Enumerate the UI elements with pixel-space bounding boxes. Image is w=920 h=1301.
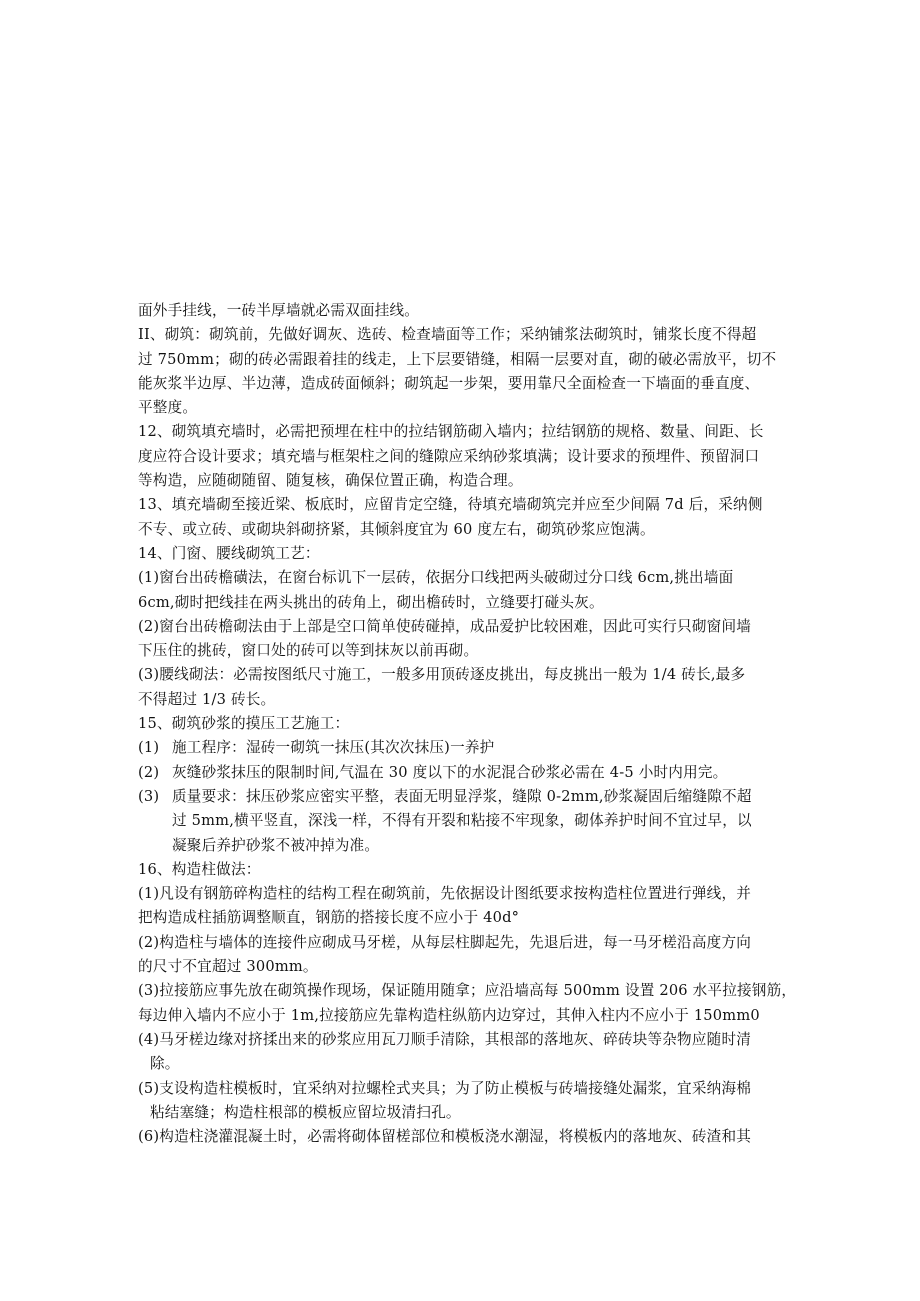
text-line: 粘结塞缝；构造柱根部的模板应留垃圾清扫孔。 (150, 1103, 461, 1121)
text-line: (2)窗台出砖檐砌法由于上部是空口简单使砖碰掉，成品爱护比较困难，因此可实行只砌窗间墙 (138, 617, 752, 635)
text-line: (3)拉接筋应事先放在砌筑操作现场，保证随用随拿；应沿墙高每 500mm 设置 206 水平拉接钢筋， (138, 982, 797, 1000)
text-line: (3)腰线砌法：必需按图纸尺寸施工，一般多用顶砖逐皮挑出，每皮挑出一般为 1/4 砖长,最多 (138, 666, 746, 684)
text-line: 等构造，应随砌随留、随复核，确保位置正确，构造合理。 (138, 472, 523, 490)
text-line: (1)凡设有钢筋碎构造柱的结构工程在砌筑前，先依据设计图纸要求按构造柱位置进行弹线，并 (138, 885, 752, 903)
step-text: 施工程序：湿砖一砌筑一抹压(其次次抹压)一养护 (172, 739, 495, 757)
text-line: 12、砌筑填充墙时，必需把预埋在柱中的拉结钢筋砌入墙内；拉结钢筋的规格、数量、间距、长 (138, 423, 764, 441)
text-line: 面外手挂线，一砖半厚墙就必需双面挂线。 (138, 302, 420, 319)
text-line: 13、填充墙砌至接近梁、板底时，应留肯定空缝，待填充墙砌筑完并应至少间隔 7d 后，采纳侧 (138, 496, 763, 514)
text-line: (1)窗台出砖檐磺法，在窗台标讥下一层砖，依据分口线把两头破砌过分口线 6cm,挑出墙面 (138, 569, 734, 587)
text-line: 平整度。 (138, 399, 198, 417)
step-marker: (3) (138, 787, 160, 805)
step-marker: (2) (138, 763, 160, 781)
text-line: 能灰浆半边厚、半边薄，造成砖面倾斜；砌筑起一步架，要用靠尺全面检查一下墙面的垂直度、 (138, 374, 760, 392)
text-line: 过 750mm；砌的砖必需跟着挂的线走，上下层要错缝，相隔一层要对直，砌的破必需放平，切不 (138, 350, 777, 368)
step-text: 质量要求：抹压砂浆应密实平整，表面无明显浮浆，缝隙 0-2mm,砂浆凝固后缩缝隙不超 (172, 787, 752, 805)
text-line: (5)支设构造柱模板时，宜采纳对拉螺栓式夹具；为了防止模板与砖墙接缝处漏浆，宜采纳海棉 (138, 1079, 752, 1097)
text-line: 把构造成柱插筋调整顺直，钢筋的搭接长度不应小于 40d° (138, 909, 520, 927)
text-line: 的尺寸不宜超过 300mm。 (138, 958, 318, 976)
step-marker: (1) (138, 739, 160, 757)
step-continuation: 凝聚后养护砂浆不被冲掉为准。 (172, 836, 380, 854)
step-continuation: 过 5mm,横平竖直，深浅一样，不得有开裂和粘接不牢现象，砌体养护时间不宜过早，以 (172, 812, 752, 830)
text-line: 14、门窗、腰线砌筑工艺： (138, 544, 320, 562)
document-body (138, 299, 797, 1149)
text-line: II、砌筑：砌筑前，先做好调灰、选砖、检查墙面等工作；采纳铺浆法砌筑时，铺浆长度不得超 (138, 326, 757, 344)
text-line: 不专、或立砖、或砌块斜砌挤紧，其倾斜度宜为 60 度左右，砌筑砂浆应饱满。 (138, 520, 655, 538)
text-line: (6)构造柱浇灌混凝土时，必需将砌体留槎部位和模板浇水潮湿，将模板内的落地灰、砖渣和其 (138, 1128, 752, 1146)
text-line: 15、砌筑砂浆的摸压工艺施工： (138, 715, 350, 733)
step-item (138, 736, 788, 760)
text-line: 每边伸入墙内不应小于 1m,拉接筋应先靠构造柱纵筋内边穿过，其伸入柱内不应小于 150mm0 (138, 1006, 760, 1024)
text-line: (2)构造柱与墙体的连接件应砌成马牙槎，从每层柱脚起先，先退后进，每一马牙槎沿高度方向 (138, 933, 752, 951)
text-line: 6cm,砌时把线挂在两头挑出的砖角上，砌出檐砖时，立缝要打碰头灰。 (138, 593, 604, 611)
text-line: 除。 (150, 1055, 180, 1073)
text-line: 16、构造柱做法： (138, 860, 261, 878)
step-text: 灰缝砂浆抹压的限制时间,气温在 30 度以下的水泥混合砂浆必需在 4-5 小时内用完。 (172, 763, 728, 781)
step-item (138, 785, 788, 809)
text-line: 度应符合设计要求；填充墙与框架柱之间的缝隙应采纳砂浆填满；设计要求的预埋件、预留洞口 (138, 447, 760, 465)
text-line: 下压住的挑砖，窗口处的砖可以等到抹灰以前再砌。 (138, 642, 479, 660)
text-line: 不得超过 1/3 砖长。 (138, 690, 276, 708)
text-line: (4)马牙槎边缘对挤揉出来的砂浆应用瓦刀顺手清除，其根部的落地灰、碎砖块等杂物应随时清 (138, 1030, 752, 1048)
step-item (138, 761, 788, 785)
